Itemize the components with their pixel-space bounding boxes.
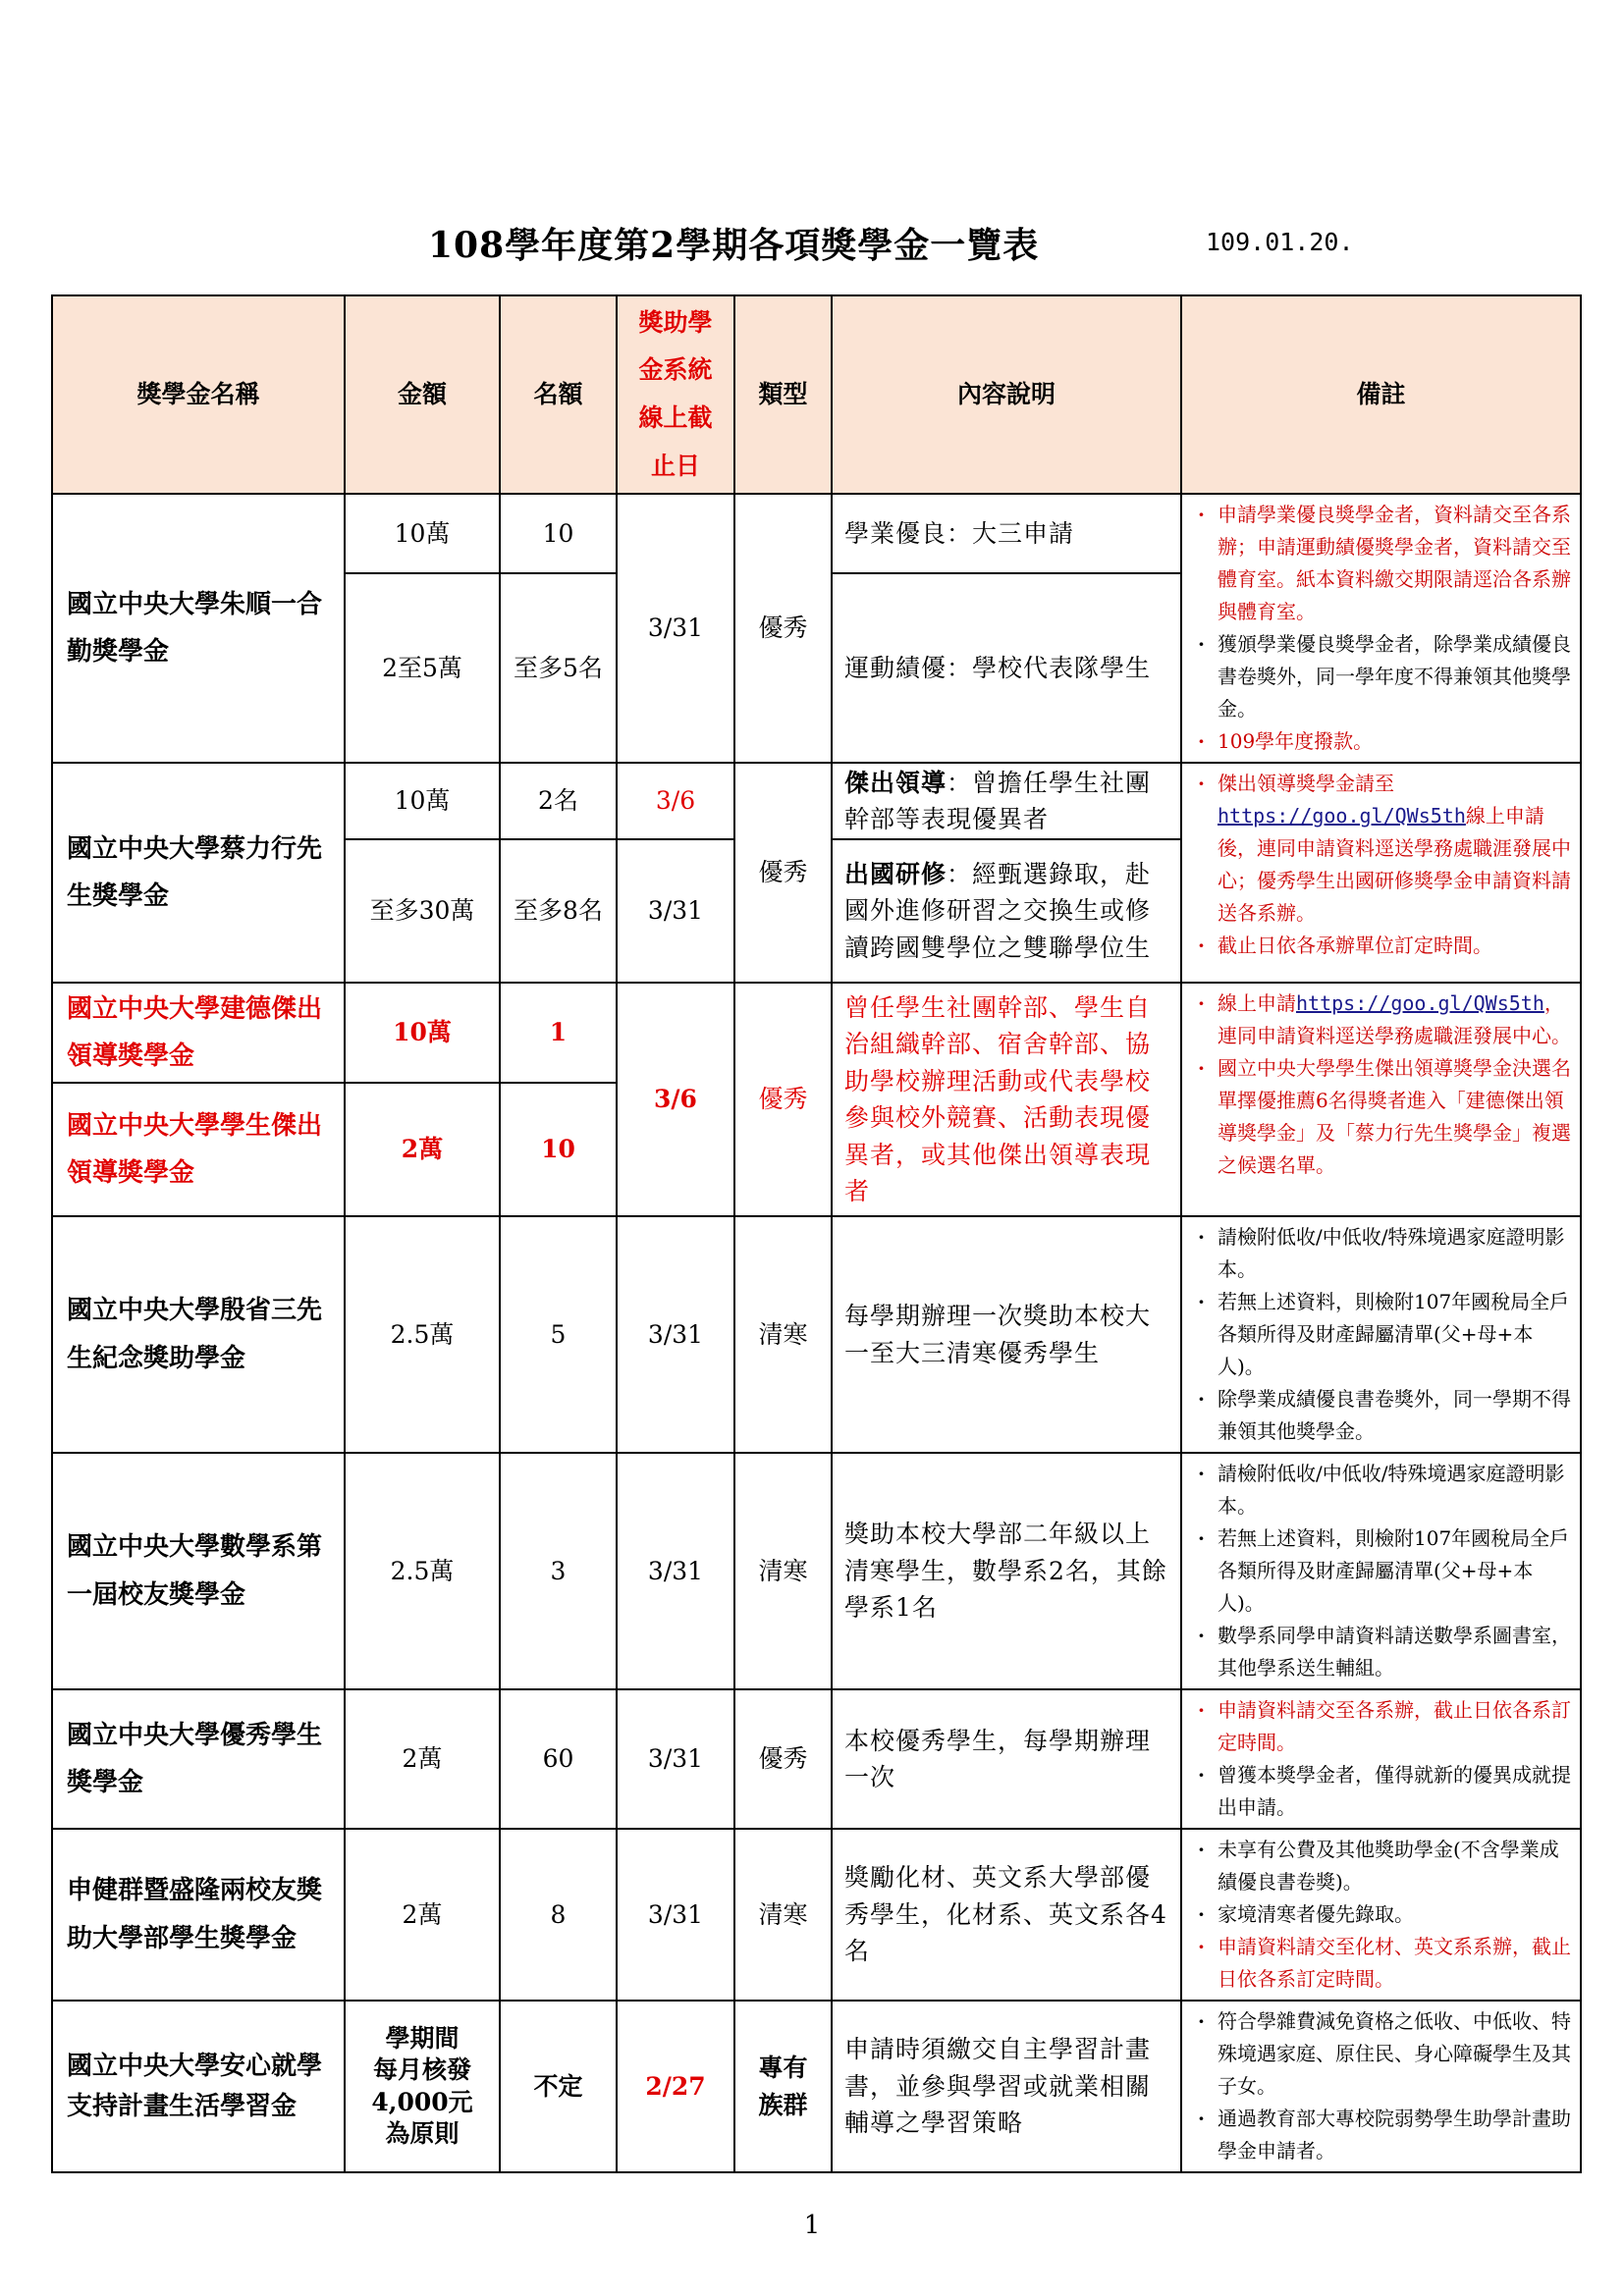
note-item: · 申請資料請交至化材、英文系系辦，截止日依各系訂定時間。 [1194, 1931, 1572, 1996]
header-deadline: 獎助學 金系統 線上截 止日 [617, 295, 734, 494]
amount-cell: 至多30萬 [345, 839, 500, 983]
type-cell: 清寒 [734, 1216, 832, 1453]
content-text: ：曾擔任學生社團幹部等表現優異者 [844, 768, 1152, 833]
table-header-row [52, 295, 1581, 494]
header-content: 內容說明 [832, 295, 1181, 494]
note-item: · 通過教育部大專校院弱勢學生助學計畫助學金申請者。 [1194, 2103, 1572, 2167]
note-item: · 請檢附低收/中低收/特殊境遇家庭證明影本。 [1194, 1458, 1572, 1522]
amount-cell: 10萬 [345, 983, 500, 1083]
content-bold: 出國研修 [844, 859, 947, 888]
quota-cell: 1 [500, 983, 617, 1083]
content-cell: 曾任學生社團幹部、學生自治組織幹部、宿舍幹部、協助學校辦理活動或代表學校參與校外競賽、活動表現優異者，或其他傑出領導表現者 [832, 983, 1181, 1216]
note-item: · 除學業成績優良書卷獎外，同一學期不得兼領其他獎學金。 [1194, 1383, 1572, 1448]
table-row [52, 983, 1581, 1083]
note-item: · 線上申請https://goo.gl/QWs5th，連同申請資料逕送學務處職涯發展中心。 [1194, 988, 1572, 1052]
content-cell: 獎助本校大學部二年級以上清寒學生，數學系2名，其餘學系1名 [832, 1453, 1181, 1689]
notes-cell [1181, 1453, 1581, 1689]
scholarship-name: 申健群暨盛隆兩校友獎助大學部學生獎學金 [52, 1829, 345, 2001]
scholarship-name: 國立中央大學殷省三先生紀念獎助學金 [52, 1216, 345, 1453]
header-type: 類型 [734, 295, 832, 494]
notes-cell [1181, 983, 1581, 1216]
header-amount: 金額 [345, 295, 500, 494]
amount-cell: 2.5萬 [345, 1453, 500, 1689]
quota-cell: 8 [500, 1829, 617, 2001]
deadline-cell: 2/27 [617, 2001, 734, 2172]
table-row [52, 1453, 1581, 1689]
quota-cell: 2名 [500, 763, 617, 839]
note-item: · 申請學業優良獎學金者，資料請交至各系辦；申請運動績優獎學金者，資料請交至體育室。紙本資料繳交期限請逕洽各系辦與體育室。 [1194, 499, 1572, 628]
note-item: · 數學系同學申請資料請送數學系圖書室，其他學系送生輔組。 [1194, 1620, 1572, 1684]
content-cell: 獎勵化材、英文系大學部優秀學生，化材系、英文系各4名 [832, 1829, 1181, 2001]
content-bold: 傑出領導 [844, 768, 947, 797]
notes-cell [1181, 763, 1581, 983]
quota-cell: 10 [500, 1083, 617, 1216]
note-item: · 109學年度撥款。 [1194, 725, 1572, 758]
note-item: · 截止日依各承辦單位訂定時間。 [1194, 930, 1572, 962]
amount-cell: 學期間 每月核發 4,000元 為原則 [345, 2001, 500, 2172]
quota-cell: 60 [500, 1689, 617, 1829]
page-number: 1 [803, 2211, 821, 2240]
amount-cell: 2萬 [345, 1083, 500, 1216]
content-cell: 本校優秀學生，每學期辦理一次 [832, 1689, 1181, 1829]
type-cell: 專有 族群 [734, 2001, 832, 2172]
deadline-cell: 3/31 [617, 839, 734, 983]
type-cell: 清寒 [734, 1453, 832, 1689]
notes-cell [1181, 494, 1581, 763]
scholarship-name: 國立中央大學蔡力行先生獎學金 [52, 763, 345, 983]
deadline-cell: 3/31 [617, 1829, 734, 2001]
header-notes: 備註 [1181, 295, 1581, 494]
amount-cell: 2至5萬 [345, 573, 500, 763]
quota-cell: 5 [500, 1216, 617, 1453]
header-name: 獎學金名稱 [52, 295, 345, 494]
note-item: · 傑出領導獎學金請至https://goo.gl/QWs5th線上申請後，連同申請資料逕送學務處職涯發展中心；優秀學生出國研修獎學金申請資料請送各系辦。 [1194, 768, 1572, 930]
scholarship-name: 國立中央大學優秀學生獎學金 [52, 1689, 345, 1829]
content-text: ：經甄選錄取，赴國外進修研習之交換生或修讀跨國雙學位之雙聯學位生 [844, 859, 1152, 962]
deadline-cell: 3/6 [617, 983, 734, 1216]
amount-cell: 2萬 [345, 1689, 500, 1829]
table-row [52, 2001, 1581, 2172]
notes-cell [1181, 2001, 1581, 2172]
deadline-cell: 3/31 [617, 1216, 734, 1453]
notes-cell [1181, 1216, 1581, 1453]
type-cell: 優秀 [734, 983, 832, 1216]
note-item: · 家境清寒者優先錄取。 [1194, 1898, 1572, 1931]
content-cell [832, 839, 1181, 983]
quota-cell: 至多5名 [500, 573, 617, 763]
table-row [52, 494, 1581, 573]
scholarship-name: 國立中央大學數學系第一屆校友獎學金 [52, 1453, 345, 1689]
apply-link[interactable]: https://goo.gl/QWs5th [1296, 991, 1544, 1015]
note-item: · 請檢附低收/中低收/特殊境遇家庭證明影本。 [1194, 1221, 1572, 1286]
note-item: · 國立中央大學學生傑出領導獎學金決選名單擇優推薦6名得獎者進入「建德傑出領導獎學金」及「蔡力行先生獎學金」複選之候選名單。 [1194, 1052, 1572, 1182]
scholarship-table [51, 294, 1582, 2173]
notes-cell [1181, 1689, 1581, 1829]
header-quota: 名額 [500, 295, 617, 494]
deadline-cell: 3/6 [617, 763, 734, 839]
type-cell: 優秀 [734, 494, 832, 763]
content-cell: 每學期辦理一次獎助本校大一至大三清寒優秀學生 [832, 1216, 1181, 1453]
quota-cell: 10 [500, 494, 617, 573]
note-item: · 獲頒學業優良獎學金者，除學業成績優良書卷獎外，同一學年度不得兼領其他獎學金。 [1194, 628, 1572, 725]
scholarship-name: 國立中央大學建德傑出領導獎學金 [52, 983, 345, 1083]
note-item: · 若無上述資料，則檢附107年國稅局全戶各類所得及財產歸屬清單(父+母+本人)。 [1194, 1522, 1572, 1620]
type-cell: 清寒 [734, 1829, 832, 2001]
scholarship-name: 國立中央大學朱順一合勤獎學金 [52, 494, 345, 763]
title-row [0, 218, 1624, 277]
deadline-cell: 3/31 [617, 1453, 734, 1689]
note-item: · 若無上述資料，則檢附107年國稅局全戶各類所得及財產歸屬清單(父+母+本人)。 [1194, 1286, 1572, 1383]
scholarship-name: 國立中央大學學生傑出領導獎學金 [52, 1083, 345, 1216]
type-cell: 優秀 [734, 763, 832, 983]
content-cell: 學業優良：大三申請 [832, 494, 1181, 573]
amount-cell: 10萬 [345, 763, 500, 839]
amount-cell: 2萬 [345, 1829, 500, 2001]
document-date: 109.01.20. [1206, 228, 1354, 256]
scholarship-name: 國立中央大學安心就學支持計畫生活學習金 [52, 2001, 345, 2172]
note-item: · 符合學雜費減免資格之低收、中低收、特殊境遇家庭、原住民、身心障礙學生及其子女。 [1194, 2005, 1572, 2103]
note-item: · 曾獲本獎學金者，僅得就新的優異成就提出申請。 [1194, 1759, 1572, 1824]
content-cell: 運動績優：學校代表隊學生 [832, 573, 1181, 763]
deadline-cell: 3/31 [617, 494, 734, 763]
quota-cell: 至多8名 [500, 839, 617, 983]
amount-cell: 10萬 [345, 494, 500, 573]
table-row [52, 763, 1581, 839]
table-row [52, 1689, 1581, 1829]
apply-link[interactable]: https://goo.gl/QWs5th [1218, 804, 1466, 828]
content-cell [832, 763, 1181, 839]
page-title: 108學年度第2學期各項獎學金一覽表 [428, 225, 1040, 266]
amount-cell: 2.5萬 [345, 1216, 500, 1453]
note-item: · 申請資料請交至各系辦，截止日依各系訂定時間。 [1194, 1694, 1572, 1759]
content-cell: 申請時須繳交自主學習計畫書，並參與學習或就業相關輔導之學習策略 [832, 2001, 1181, 2172]
quota-cell: 3 [500, 1453, 617, 1689]
table-row [52, 1216, 1581, 1453]
table-row [52, 1829, 1581, 2001]
notes-cell [1181, 1829, 1581, 2001]
quota-cell: 不定 [500, 2001, 617, 2172]
deadline-cell: 3/31 [617, 1689, 734, 1829]
type-cell: 優秀 [734, 1689, 832, 1829]
note-item: · 未享有公費及其他獎助學金(不含學業成績優良書卷獎)。 [1194, 1834, 1572, 1898]
